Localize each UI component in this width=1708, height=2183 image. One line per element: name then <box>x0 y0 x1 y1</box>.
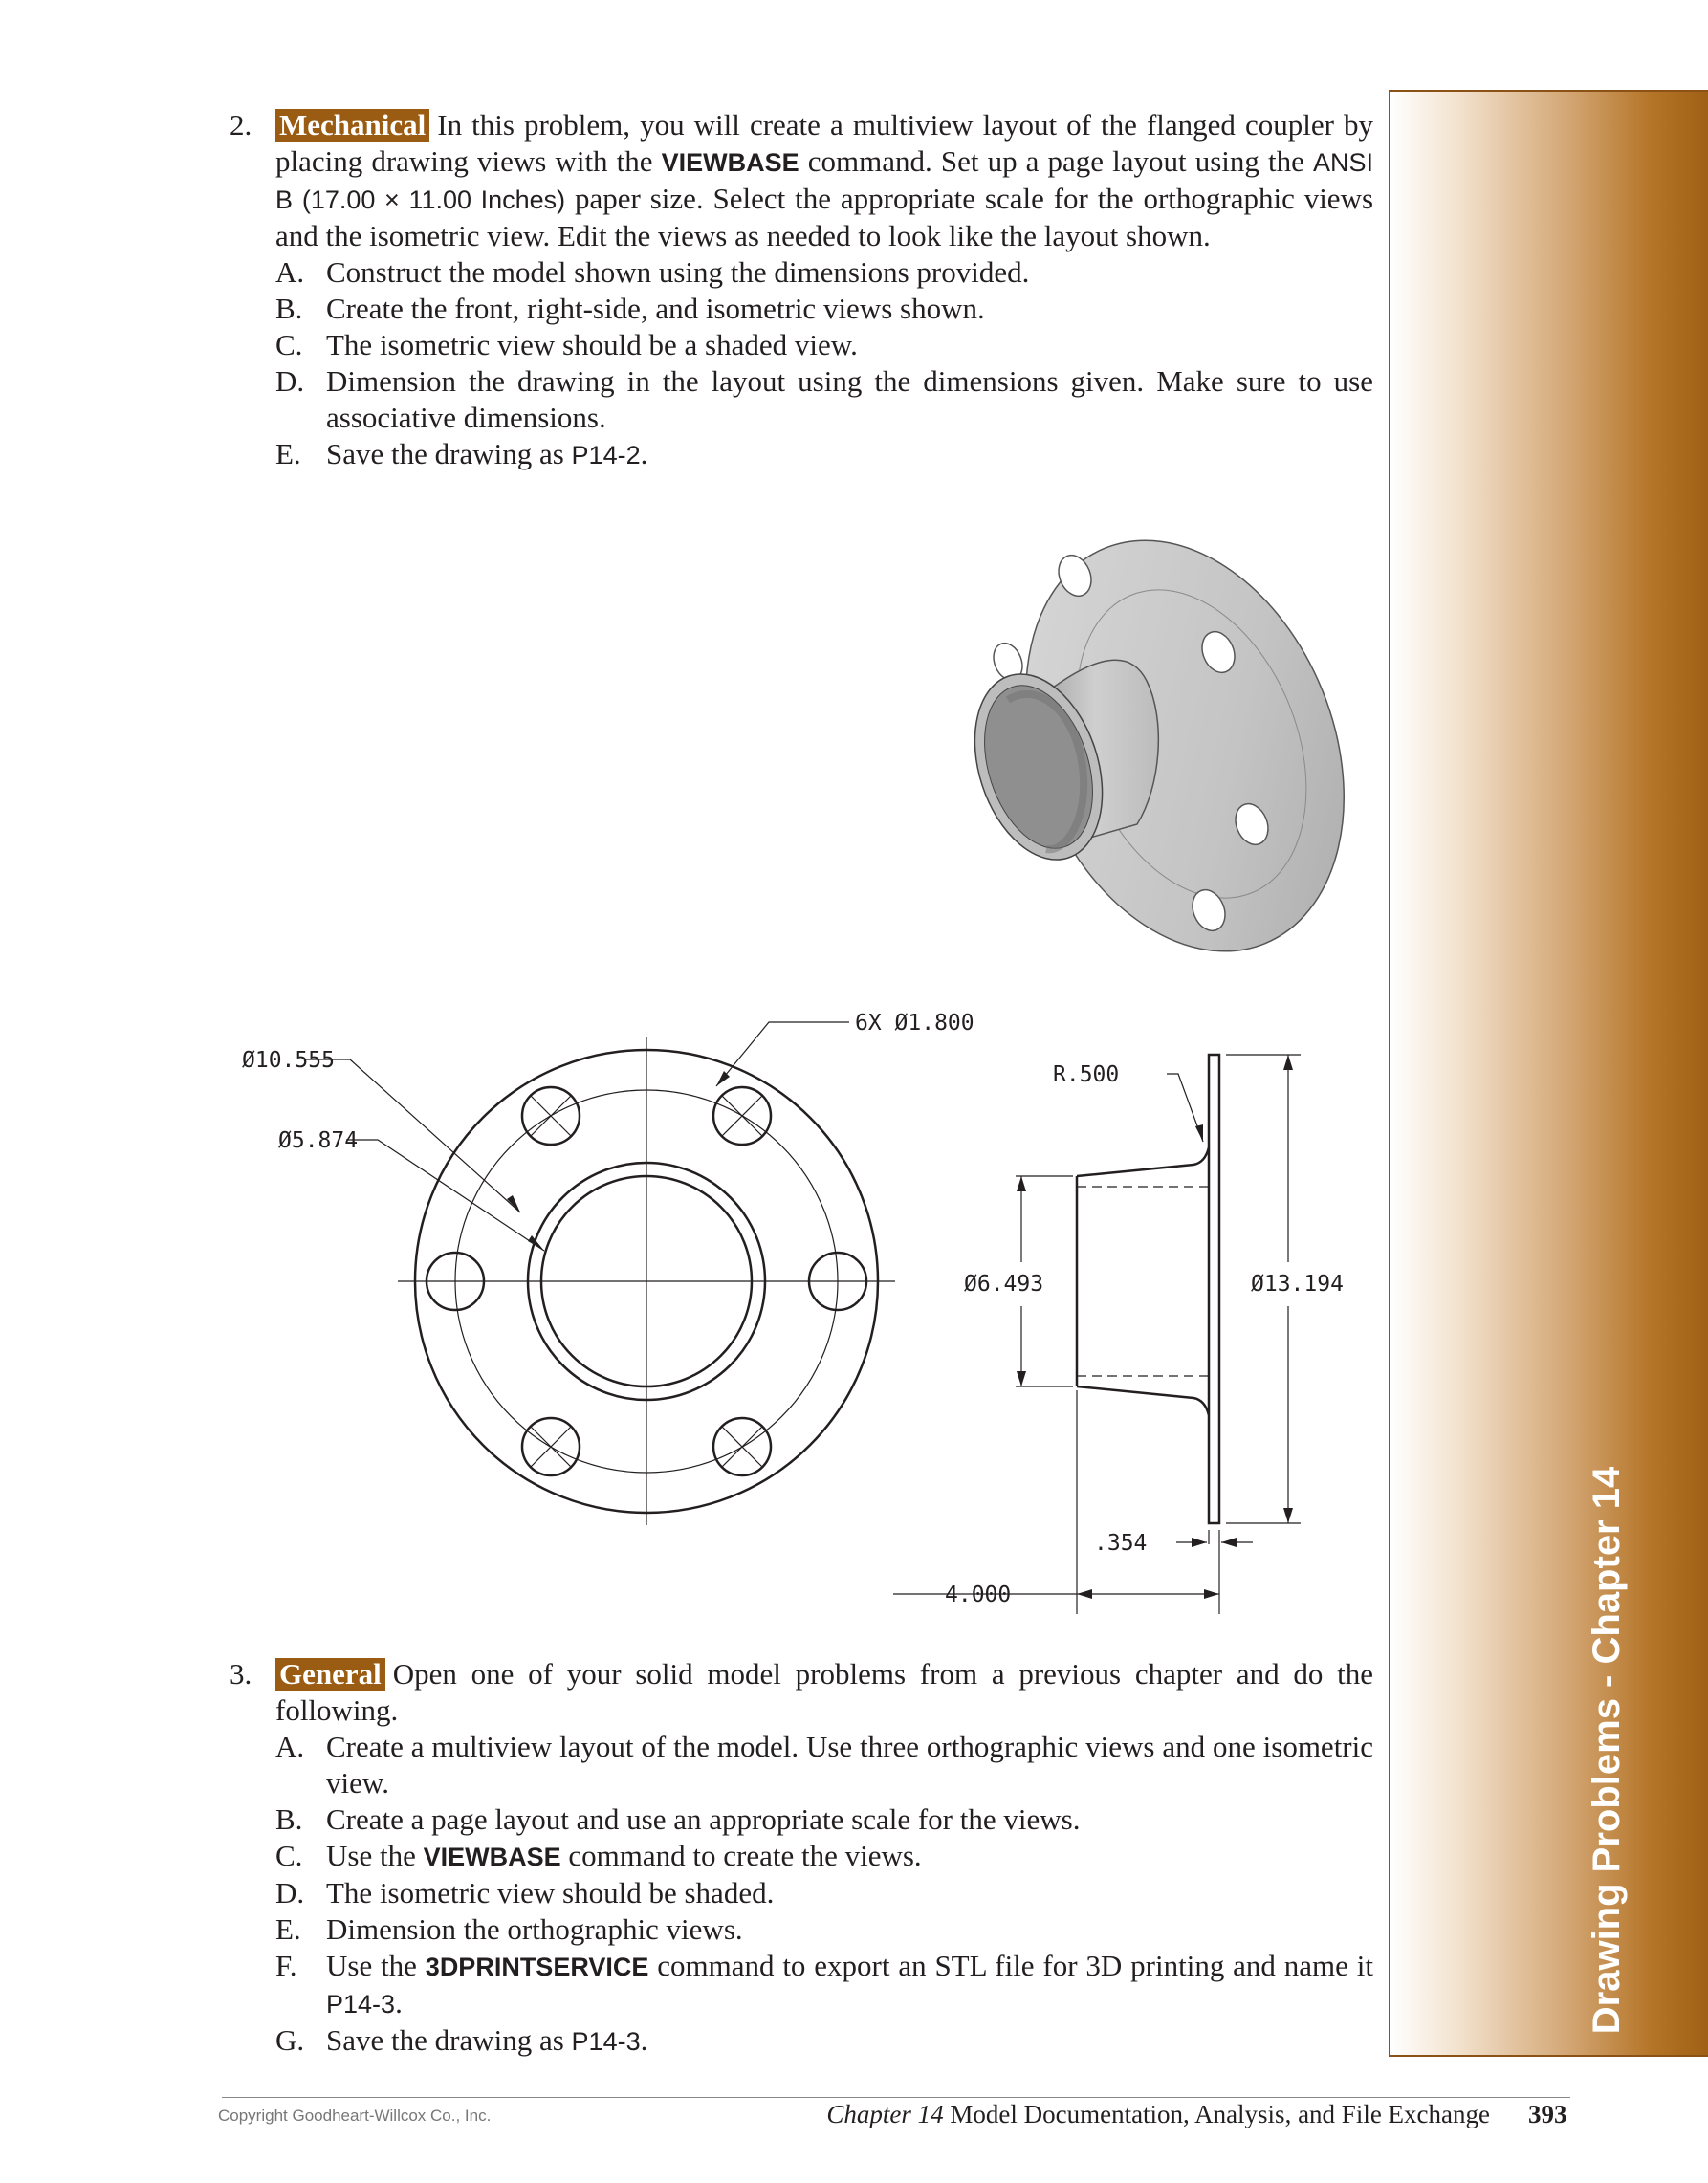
list-text: Create a page layout and use an appropriate scale for the views. <box>326 1802 1081 1836</box>
list-text: Create a multiview layout of the model. Use three orthographic views and one isometric view. <box>326 1730 1373 1800</box>
dim-overall-length: 4.000 <box>945 1583 1012 1607</box>
command-viewbase: VIEWBASE <box>661 148 799 177</box>
dim-outer-diameter: Ø10.555 <box>242 1048 335 1073</box>
dim-hub-diameter: Ø6.493 <box>964 1272 1044 1297</box>
running-footer <box>826 2100 1490 2129</box>
dim-bolt-circle: Ø5.874 <box>278 1128 359 1153</box>
list-text: Use the <box>326 1839 416 1872</box>
list-letter: B. <box>275 292 303 325</box>
list-item <box>230 436 1373 473</box>
list-letter: C. <box>275 328 303 361</box>
punctuation: . <box>640 437 648 470</box>
list-text: Dimension the drawing in the layout using the dimensions given. Make sure to use associative dimensions. <box>326 364 1373 434</box>
problem-3-intro <box>275 1656 1373 1729</box>
file-name: P14-3 <box>571 2027 641 2056</box>
intro-text-1: In this problem, you will create a multiview layout of the flanged coupler by placing drawing views with the <box>275 108 1373 178</box>
problem-2-number: 2. <box>230 108 252 142</box>
list-item <box>230 2022 1373 2060</box>
list-text: The isometric view should be shaded. <box>326 1876 775 1910</box>
dim-flange-diameter: Ø13.194 <box>1251 1272 1344 1297</box>
chapter-title: Model Documentation, Analysis, and File Exchange <box>950 2100 1490 2128</box>
list-text: command to export an STL file for 3D printing and name it <box>657 1949 1373 1982</box>
command-3dprintservice: 3DPRINTSERVICE <box>425 1953 649 1981</box>
list-letter: C. <box>275 1839 303 1872</box>
list-text: Dimension the orthographic views. <box>326 1912 743 1946</box>
copyright: Copyright Goodheart-Willcox Co., Inc. <box>218 2107 492 2125</box>
sidebar-title-text: Drawing Problems - Chapter 14 <box>1586 1466 1629 2034</box>
list-letter: A. <box>275 1730 305 1763</box>
list-text: Construct the model shown using the dimensions provided. <box>326 255 1030 289</box>
list-text: Save the drawing as <box>326 437 564 470</box>
list-letter: A. <box>275 255 305 289</box>
list-text: Save the drawing as <box>326 2023 564 2057</box>
problem-2 <box>230 107 1373 473</box>
chapter-sidebar <box>1389 90 1708 2057</box>
list-item <box>230 1838 1373 1875</box>
list-item <box>230 1729 1373 1801</box>
list-item <box>230 1948 1373 2022</box>
side-view <box>1077 1055 1219 1523</box>
command-viewbase: VIEWBASE <box>423 1843 561 1871</box>
paper-name: ANSI B <box>275 148 1374 214</box>
list-item <box>230 254 1373 291</box>
list-letter: D. <box>275 364 305 398</box>
list-item <box>230 1801 1373 1838</box>
list-text: Create the front, right-side, and isometric views shown. <box>326 292 985 325</box>
list-text: command to create the views. <box>568 1839 922 1872</box>
orthographic-drawing <box>191 994 1344 1626</box>
list-item <box>230 1911 1373 1948</box>
list-item <box>230 291 1373 327</box>
list-letter: B. <box>275 1802 303 1836</box>
chapter-label: Chapter 14 <box>826 2100 944 2128</box>
center-lines <box>398 1037 895 1525</box>
problem-3-number: 3. <box>230 1657 252 1691</box>
footer-rule <box>222 2097 1570 2098</box>
list-item <box>230 363 1373 436</box>
category-tag-mechanical: Mechanical <box>275 109 429 142</box>
list-letter: D. <box>275 1876 305 1910</box>
dim-flange-thickness: .354 <box>1094 1531 1148 1556</box>
page-number: 393 <box>1528 2100 1567 2128</box>
category-tag-general: General <box>275 1658 385 1691</box>
paper-size: (17.00 × 11.00 Inches) <box>301 186 566 214</box>
list-letter: G. <box>275 2023 305 2057</box>
file-name: P14-3 <box>326 1990 396 2019</box>
list-text: The isometric view should be a shaded view. <box>326 328 858 361</box>
list-letter: E. <box>275 437 301 470</box>
file-name: P14-2 <box>571 441 641 469</box>
arrowheads <box>507 1055 1293 1599</box>
intro-text-2: command. Set up a page layout using the <box>807 144 1304 178</box>
list-item <box>230 1875 1373 1911</box>
problem-3 <box>230 1656 1373 2060</box>
punctuation: . <box>395 1986 403 2019</box>
dim-fillet-radius: R.500 <box>1053 1062 1120 1087</box>
dim-bolt-holes: 6X Ø1.800 <box>855 1011 974 1036</box>
intro-text-3: paper size. Select the appropriate scale for the orthographic views and the isometric view. Edit the views as needed to look like the layout shown. <box>275 182 1374 252</box>
punctuation: . <box>640 2023 648 2057</box>
isometric-shaded-view <box>970 528 1324 963</box>
list-letter: E. <box>275 1912 301 1946</box>
problem-2-intro <box>275 107 1373 254</box>
list-text: Use the <box>326 1949 417 1982</box>
list-item <box>230 327 1373 363</box>
hidden-lines <box>1077 1187 1209 1376</box>
intro-text: Open one of your solid model problems from a previous chapter and do the following. <box>275 1657 1373 1727</box>
sidebar-title <box>1565 1453 1651 2046</box>
list-letter: F. <box>275 1949 297 1982</box>
